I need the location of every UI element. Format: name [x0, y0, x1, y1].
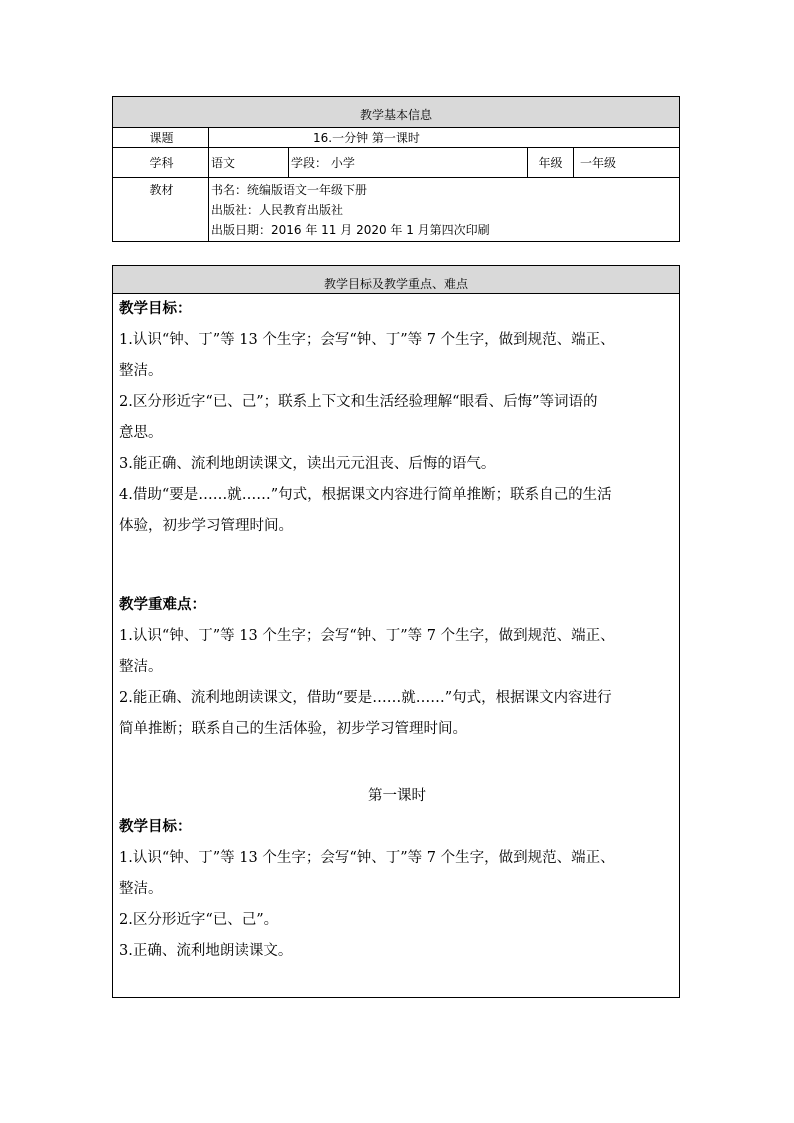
key-points-title: 教学重难点：: [119, 597, 206, 613]
key-point-line: 整洁。: [119, 659, 163, 675]
goals-title: 教学目标：: [119, 301, 192, 317]
goal-line: 整洁。: [119, 363, 163, 379]
textbook-line-date: 出版日期：2016 年 11 月 2020 年 1 月第四次印刷: [211, 223, 490, 237]
subject-row: [113, 148, 679, 178]
topic-row: [113, 128, 679, 148]
objectives-body: [119, 294, 675, 967]
grade-value: 一年级: [573, 148, 681, 177]
textbook-label: 教材: [149, 183, 174, 197]
lesson-goal-line: 2.区分形近字“已、己”。: [119, 912, 279, 928]
textbook-details: [208, 178, 681, 242]
lesson-goal-line: 1.认识“钟、丁”等 13 个生字；会写“钟、丁”等 7 个生字，做到规范、端正、: [119, 850, 615, 866]
lesson-goals-title: 教学目标：: [119, 819, 192, 835]
lesson-goal-line: 整洁。: [119, 881, 163, 897]
stage-label: 学段： 小学: [288, 148, 527, 177]
goal-line: 意思。: [119, 425, 163, 441]
objectives-header: 教学目标及教学重点、难点: [113, 266, 679, 294]
objectives-table: [112, 265, 680, 998]
topic-value: 16.一分钟 第一课时: [208, 128, 681, 147]
lesson-goal-line: 3.正确、流利地朗读课文。: [119, 943, 293, 959]
goal-line: 2.区分形近字“已、己”；联系上下文和生活经验理解“眼看、后悔”等词语的: [119, 394, 598, 410]
subject-value: 语文: [208, 148, 288, 177]
textbook-line-publisher: 出版社：人民教育出版社: [211, 203, 344, 217]
textbook-line-name: 书名：统编版语文一年级下册: [211, 183, 368, 197]
basic-info-table: [112, 96, 680, 242]
goal-line: 3.能正确、流利地朗读课文，读出元元沮丧、后悔的语气。: [119, 456, 496, 472]
goal-line: 4.借助“要是……就……”句式，根据课文内容进行简单推断；联系自己的生活: [119, 487, 612, 503]
key-point-line: 1.认识“钟、丁”等 13 个生字；会写“钟、丁”等 7 个生字，做到规范、端正、: [119, 628, 615, 644]
goal-line: 1.认识“钟、丁”等 13 个生字；会写“钟、丁”等 7 个生字，做到规范、端正、: [119, 332, 615, 348]
grade-label: 年级: [527, 148, 573, 177]
subject-label: 学科: [149, 156, 174, 170]
key-point-line: 简单推断；联系自己的生活体验，初步学习管理时间。: [119, 721, 467, 737]
basic-info-header: 教学基本信息: [113, 97, 679, 128]
topic-label: 课题: [149, 131, 174, 145]
textbook-row: [113, 178, 679, 242]
lesson-title: 第一课时: [368, 788, 426, 804]
goal-line: 体验，初步学习管理时间。: [119, 518, 293, 534]
key-point-line: 2.能正确、流利地朗读课文，借助“要是……就……”句式，根据课文内容进行: [119, 690, 612, 706]
